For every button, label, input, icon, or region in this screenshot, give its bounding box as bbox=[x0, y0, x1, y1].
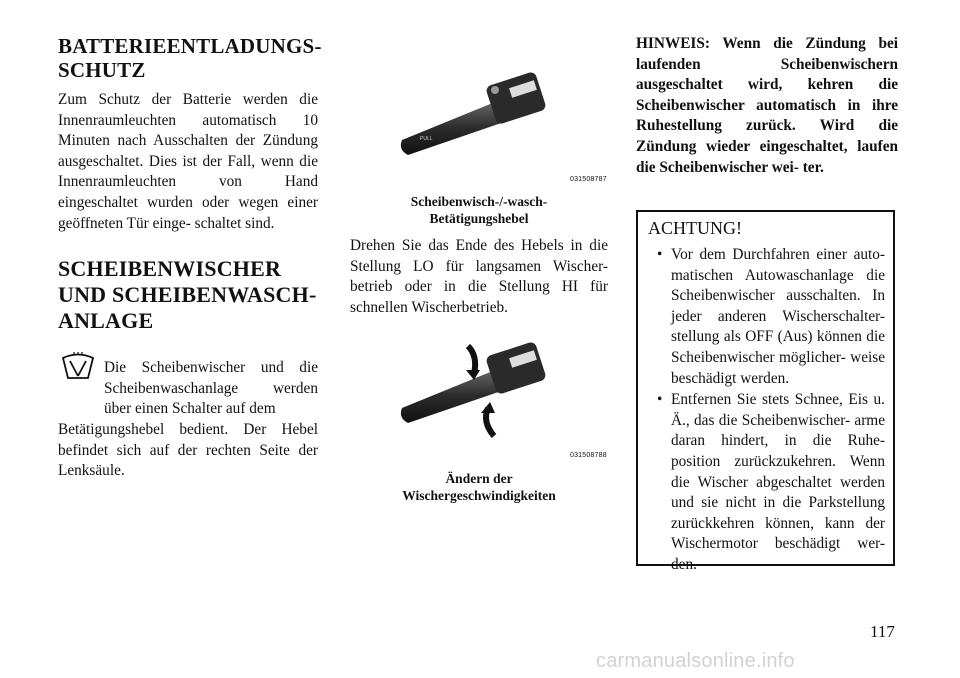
lever-paragraph: Drehen Sie das Ende des Hebels in die Stellung LO für langsamen Wischer- betrieb oder in die Stellung HI für schnellen Wischerbetrieb. bbox=[350, 237, 608, 316]
windshield-wiper-icon bbox=[60, 352, 96, 382]
wiper-speed-illustration bbox=[350, 336, 608, 462]
wiper-paragraph-indented: Die Scheibenwischer und die Scheibenwaschanlage werden über einen Schalter auf dem bbox=[104, 359, 318, 418]
warning-list bbox=[638, 245, 893, 576]
svg-text:PULL: PULL bbox=[420, 136, 433, 142]
wiper-paragraph-rest: Betätigungshebel bedient. Der Hebel befindet sich auf der rechten Seite der Lenksäule. bbox=[58, 421, 318, 480]
figure-code-2: 031508788 bbox=[570, 452, 607, 459]
warning-item: • Vor dem Durchfahren einer auto- matischen Autowaschanlage die Scheibenwischer ausschalten. In jeder anderen Wischerschalter- stellung als OFF (Aus) können die Scheibenwischer möglicher- weise beschädigt werden. bbox=[657, 246, 885, 387]
section-heading-battery: BATTERIEENTLADUNGS- SCHUTZ bbox=[58, 34, 322, 82]
section-heading-wiper: SCHEIBENWISCHER UND SCHEIBENWASCH- ANLAGE bbox=[58, 256, 317, 333]
figure-caption-2: Ändern der Wischergeschwindigkeiten bbox=[402, 471, 556, 503]
bullet-icon: • bbox=[657, 246, 663, 263]
warning-item: • Entfernen Sie stets Schnee, Eis u. Ä., das die Scheibenwischer- arme daran hindert, in die Ruhe- position zurückzukehren. Wenn die Wischer abgeschaltet werden und sie nicht in die Parkstellung zurückkehren können, kann der Wischermotor beschädigt wer- den. bbox=[657, 391, 885, 573]
wiper-stalk-illustration bbox=[350, 70, 608, 190]
bullet-icon: • bbox=[657, 391, 663, 409]
figure-caption-1: Scheibenwisch-/-wasch- Betätigungshebel bbox=[410, 194, 548, 226]
warning-box bbox=[636, 210, 895, 573]
figure-wiper-speed bbox=[350, 336, 608, 462]
page-number: 117 bbox=[870, 622, 895, 641]
figure-wiper-stalk bbox=[350, 70, 608, 190]
hinweis-note: HINWEIS: Wenn die Zündung bei laufenden Scheibenwischern ausgeschaltet wird, kehren die Scheibenwischer automatisch in ihre Ruhestellung zurück. Wird die Zündung wieder eingeschaltet, laufen die Scheibenwischer wei- ter. bbox=[636, 35, 898, 176]
warning-title: ACHTUNG! bbox=[648, 218, 742, 238]
figure-code-1: 031508787 bbox=[570, 176, 607, 183]
watermark: carmanualsonline.info bbox=[596, 650, 795, 672]
battery-paragraph: Zum Schutz der Batterie werden die Innenraumleuchten automatisch 10 Minuten nach Ausschalten der Zündung ausgeschaltet. Dies ist der Fall, wenn die Innenraumleuchten von Hand eingeschaltet wurden oder wegen einer geöffneten Tür einge- schaltet sind. bbox=[58, 91, 318, 232]
